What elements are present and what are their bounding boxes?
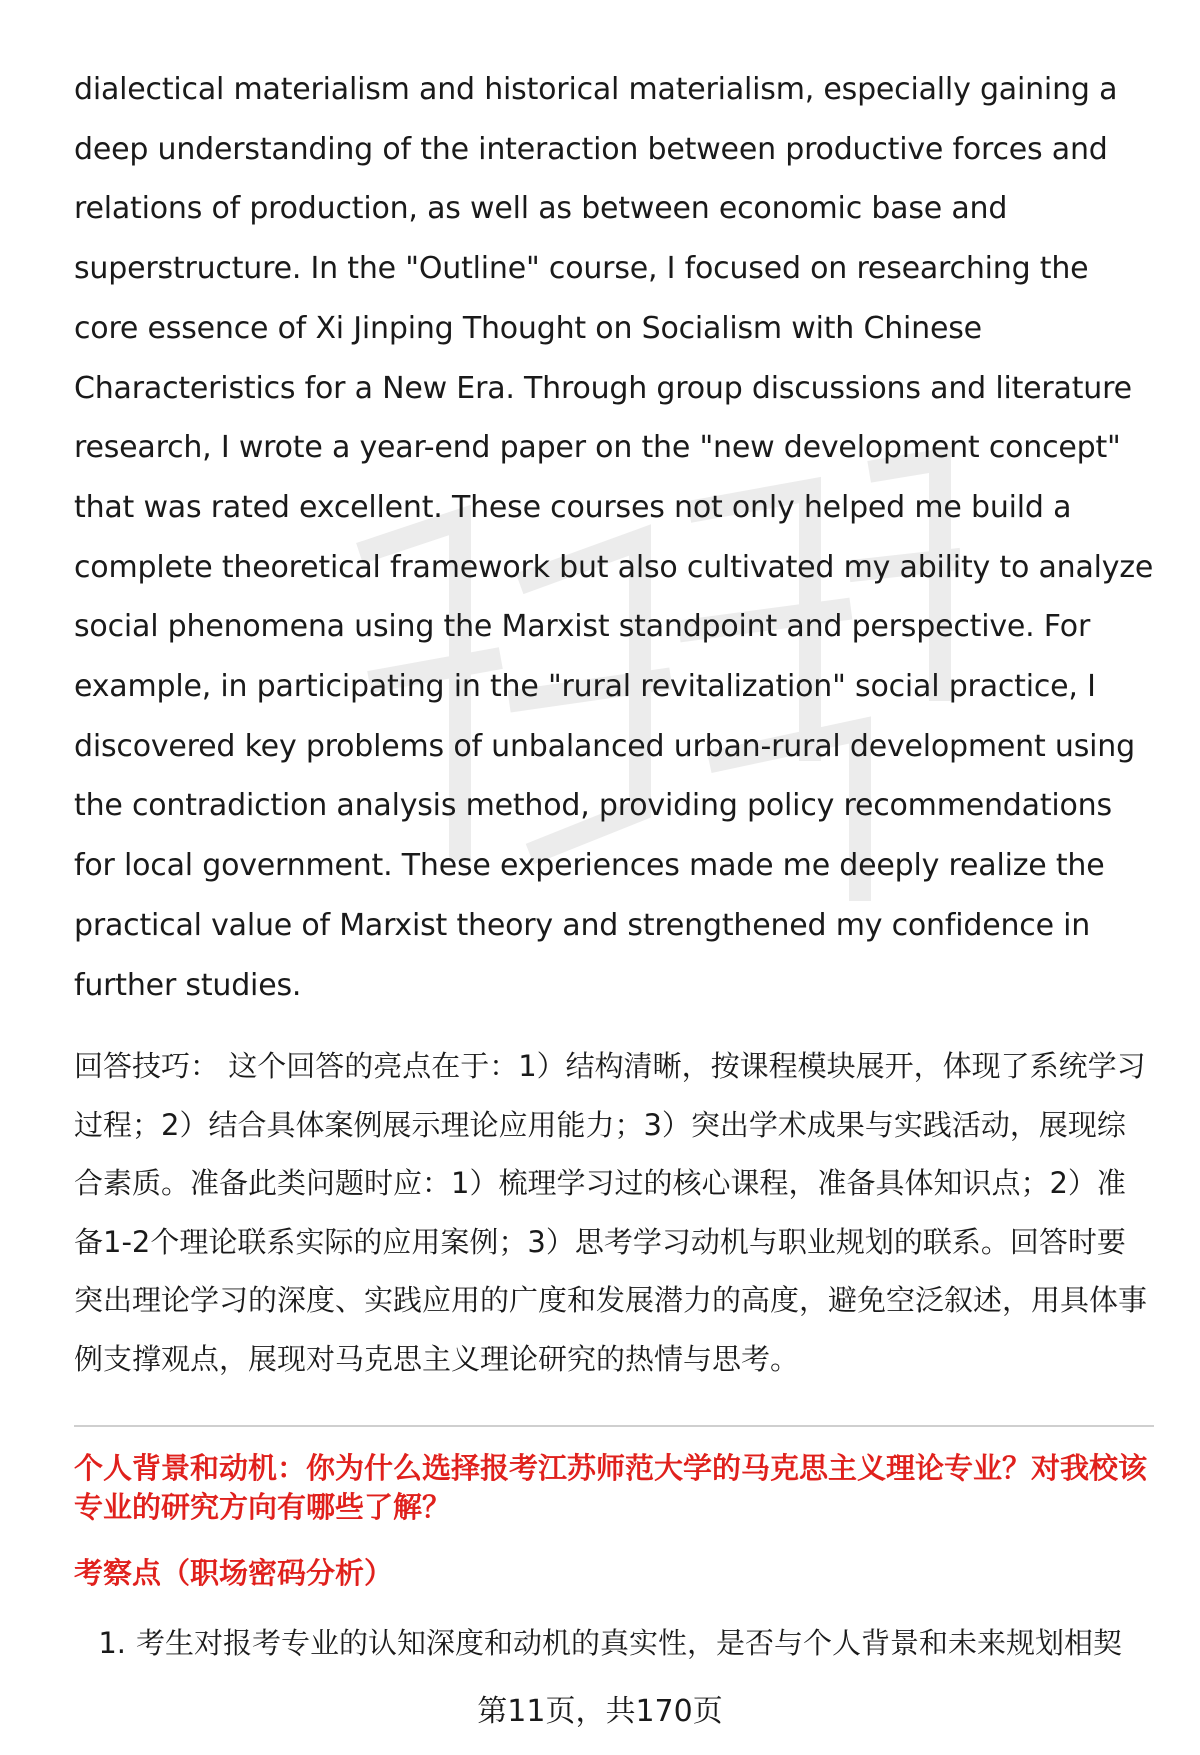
section-divider [74,1425,1154,1427]
answer-body-paragraph: dialectical materialism and historical materialism, especially gaining a deep understanding of the interaction between productive forces and relations of production, as well as between economic base and superstructure. In the "Outline" course, I focused on researching the core essence of Xi Jinping Thought on Socialism with Chinese Characteristics for a New Era. Through group discussions and literature research, I wrote a year-end paper on the "new development concept" that was rated excellent. These courses not only helped me build a complete theoretical framework but also cultivated my ability to analyze social phenomena using the Marxist standpoint and perspective. For example, in participating in the "rural revitalization" social practice, I discovered key problems of unbalanced urban-rural development using the contradiction analysis method, providing policy recommendations for local government. These experiences made me deeply realize the practical value of Marxist theory and strengthened my confidence in further studies. [74,72,1154,1003]
document-page [74,60,1154,1663]
assessment-points-list [74,1623,1154,1663]
answer-tips-text: 这个回答的亮点在于：1）结构清晰，按课程模块展开，体现了系统学习过程；2）结合具体案例展示理论应用能力；3）突出学术成果与实践活动，展现综合素质。准备此类问题时应：1）梳理学习过的核心课程，准备具体知识点；2）准备1-2个理论联系实际的应用案例；3）思考学习动机与职业规划的联系。回答时要突出理论学习的深度、实践应用的广度和发展潜力的高度，避免空泛叙述，用具体事例支撑观点，展现对马克思主义理论研究的热情与思考。 [74,1049,1148,1376]
page-number-footer: 第11页，共170页 [477,1694,723,1729]
list-item [74,1623,1154,1663]
answer-tips-paragraph [74,1037,1154,1388]
list-item-number: 1. [98,1626,126,1661]
answer-tips-label: 回答技巧： [74,1049,220,1084]
list-item-text: 考生对报考专业的认知深度和动机的真实性，是否与个人背景和未来规划相契 [136,1626,1123,1661]
question-heading: 个人背景和动机：你为什么选择报考江苏师范大学的马克思主义理论专业？对我校该专业的研究方向有哪些了解？ [74,1451,1148,1525]
assessment-points-heading: 考察点（职场密码分析） [74,1556,394,1591]
